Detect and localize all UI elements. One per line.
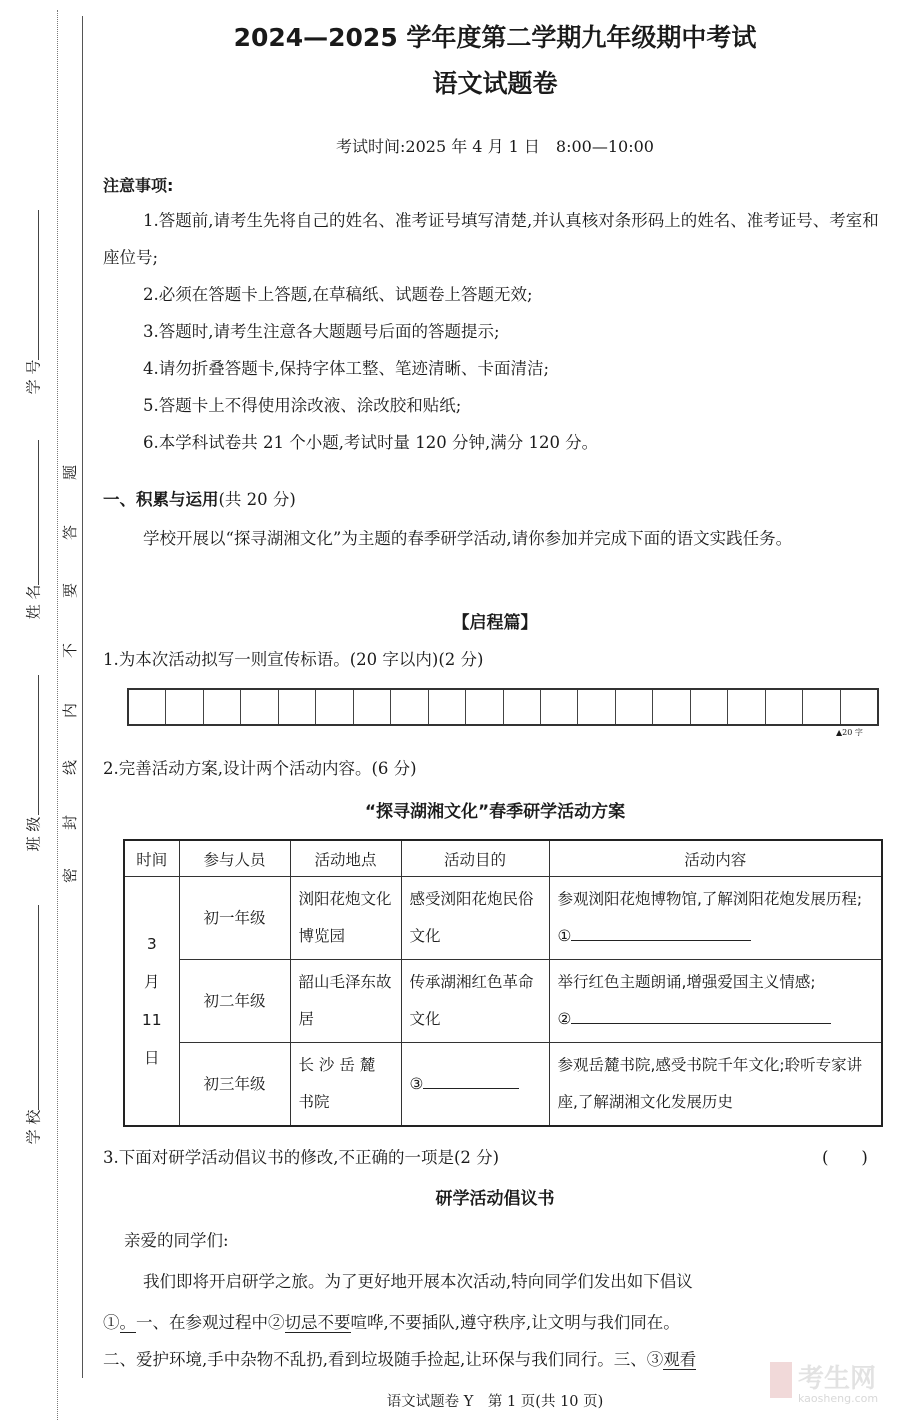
- grid-box[interactable]: [541, 690, 578, 724]
- table-row: [124, 877, 882, 960]
- page-footer: 语文试题卷 Y 第 1 页(共 10 页): [386, 1394, 604, 1410]
- header-place: 活动地点: [290, 840, 401, 877]
- table-header-row: [124, 840, 882, 877]
- grid-box[interactable]: [204, 690, 241, 724]
- notice-item: 3.答题时,请考生注意各大题题号后面的答题提示;: [143, 322, 500, 341]
- section-intro: 学校开展以“探寻湖湘文化”为主题的春季研学活动,请你参加并完成下面的语文实践任务。: [143, 529, 793, 548]
- part-title: 【启程篇】: [452, 613, 538, 633]
- school-line: [38, 905, 39, 1110]
- seal-char: 题: [61, 464, 80, 481]
- notice-item: 1.答题前,请考生先将自己的姓名、准考证号填写清楚,并认真核对条形码上的姓名、准考证号、考室和座位号;: [103, 211, 879, 267]
- school-label: 学 校: [24, 1109, 42, 1145]
- seal-char: 答: [61, 524, 80, 541]
- letter-body: 我们即将开启研学之旅。为了更好地开展本次活动,特向同学们发出如下倡议 ①。一、在参观过程中②切忌不要喧哗,不要插队,遵守秩序,让文明与我们同在。 二、爱护环境,手中杂物不乱扔,看到垃圾随手捡起,让环保与我们同行。三、③观看: [103, 1272, 697, 1369]
- exam-title: 2024—2025 学年度第二学期九年级期中考试: [233, 23, 757, 52]
- place-cell: 长 沙 岳 麓 书院: [290, 1043, 401, 1127]
- fold-line-dotted: [57, 10, 58, 1420]
- question-1: 1.为本次活动拟写一则宣传标语。(20 字以内)(2 分): [103, 650, 484, 669]
- notice-heading: 注意事项:: [103, 176, 174, 195]
- place-cell: 浏阳花炮文化博览园: [290, 877, 401, 960]
- header-content: 活动内容: [549, 840, 882, 877]
- letter-title: 研学活动倡议书: [435, 1189, 555, 1209]
- seal-char: 线: [61, 759, 80, 776]
- grid-box[interactable]: [841, 690, 877, 724]
- student-id-label: 学 号: [24, 359, 42, 395]
- grid-box[interactable]: [391, 690, 428, 724]
- name-line: [38, 440, 39, 585]
- grid-box[interactable]: [504, 690, 541, 724]
- content-cell: 举行红色主题朗诵,增强爱国主义情感; ②: [549, 960, 882, 1043]
- place-cell: 韶山毛泽东故居: [290, 960, 401, 1043]
- grid-count-note: ▲20 字: [836, 728, 863, 737]
- answer-blank-3[interactable]: [423, 1074, 519, 1089]
- header-people: 参与人员: [179, 840, 290, 877]
- letter-salutation: 亲爱的同学们:: [124, 1231, 229, 1250]
- grid-box[interactable]: [166, 690, 203, 724]
- grid-box[interactable]: [766, 690, 803, 724]
- people-cell: 初一年级: [179, 877, 290, 960]
- purpose-cell: 感受浏阳花炮民俗文化: [401, 877, 549, 960]
- table-row: [124, 1043, 882, 1127]
- date-cell: 3 月 11 日: [124, 877, 179, 1127]
- watermark-logo-icon: [770, 1362, 792, 1398]
- notice-item: 5.答题卡上不得使用涂改液、涂改胶和贴纸;: [143, 396, 462, 415]
- grid-box[interactable]: [578, 690, 615, 724]
- seal-char: 密: [61, 867, 80, 884]
- header-time: 时间: [124, 840, 179, 877]
- class-label: 班 级: [24, 816, 42, 852]
- answer-parentheses[interactable]: ( ): [822, 1148, 868, 1167]
- grid-box[interactable]: [429, 690, 466, 724]
- answer-blank-1[interactable]: [571, 926, 751, 941]
- exam-time: 考试时间:2025 年 4 月 1 日 8:00—10:00: [336, 137, 654, 156]
- seal-char: 封: [61, 814, 80, 831]
- grid-box[interactable]: [354, 690, 391, 724]
- question-2: 2.完善活动方案,设计两个活动内容。(6 分): [103, 759, 417, 778]
- notice-item: 2.必须在答题卡上答题,在草稿纸、试题卷上答题无效;: [143, 285, 533, 304]
- seal-char: 要: [61, 582, 80, 599]
- grid-box[interactable]: [691, 690, 728, 724]
- table-row: [124, 960, 882, 1043]
- grid-box[interactable]: [616, 690, 653, 724]
- exam-subtitle: 语文试题卷: [432, 69, 558, 98]
- grid-box[interactable]: [728, 690, 765, 724]
- content-cell: 参观岳麓书院,感受书院千年文化;聆听专家讲座,了解湖湘文化发展历史: [549, 1043, 882, 1127]
- grid-box[interactable]: [129, 690, 166, 724]
- section-heading: 一、积累与运用(共 20 分): [103, 490, 296, 509]
- grid-box[interactable]: [241, 690, 278, 724]
- seal-line: [82, 16, 83, 1378]
- seal-char: 内: [61, 702, 80, 719]
- table-title: “探寻湖湘文化”春季研学活动方案: [364, 802, 626, 822]
- class-line: [38, 675, 39, 815]
- answer-grid[interactable]: [127, 688, 879, 726]
- grid-box[interactable]: [466, 690, 503, 724]
- header-purpose: 活动目的: [401, 840, 549, 877]
- purpose-cell: ③: [401, 1043, 549, 1127]
- watermark: 考生网 kaosheng.com: [770, 1362, 895, 1422]
- notice-item: 4.请勿折叠答题卡,保持字体工整、笔迹清晰、卡面清洁;: [143, 359, 550, 378]
- activity-plan-table: [123, 839, 883, 1127]
- notice-item: 6.本学科试卷共 21 个小题,考试时量 120 分钟,满分 120 分。: [143, 433, 599, 452]
- seal-char: 不: [61, 642, 80, 659]
- people-cell: 初二年级: [179, 960, 290, 1043]
- grid-box[interactable]: [653, 690, 690, 724]
- people-cell: 初三年级: [179, 1043, 290, 1127]
- grid-box[interactable]: [279, 690, 316, 724]
- question-3: 3.下面对研学活动倡议书的修改,不正确的一项是(2 分): [103, 1148, 500, 1167]
- purpose-cell: 传承湖湘红色革命文化: [401, 960, 549, 1043]
- student-id-line: [38, 210, 39, 360]
- name-label: 姓 名: [24, 584, 42, 620]
- grid-box[interactable]: [316, 690, 353, 724]
- answer-blank-2[interactable]: [571, 1009, 831, 1024]
- content-cell: 参观浏阳花炮博物馆,了解浏阳花炮发展历程;①: [549, 877, 882, 960]
- grid-box[interactable]: [803, 690, 840, 724]
